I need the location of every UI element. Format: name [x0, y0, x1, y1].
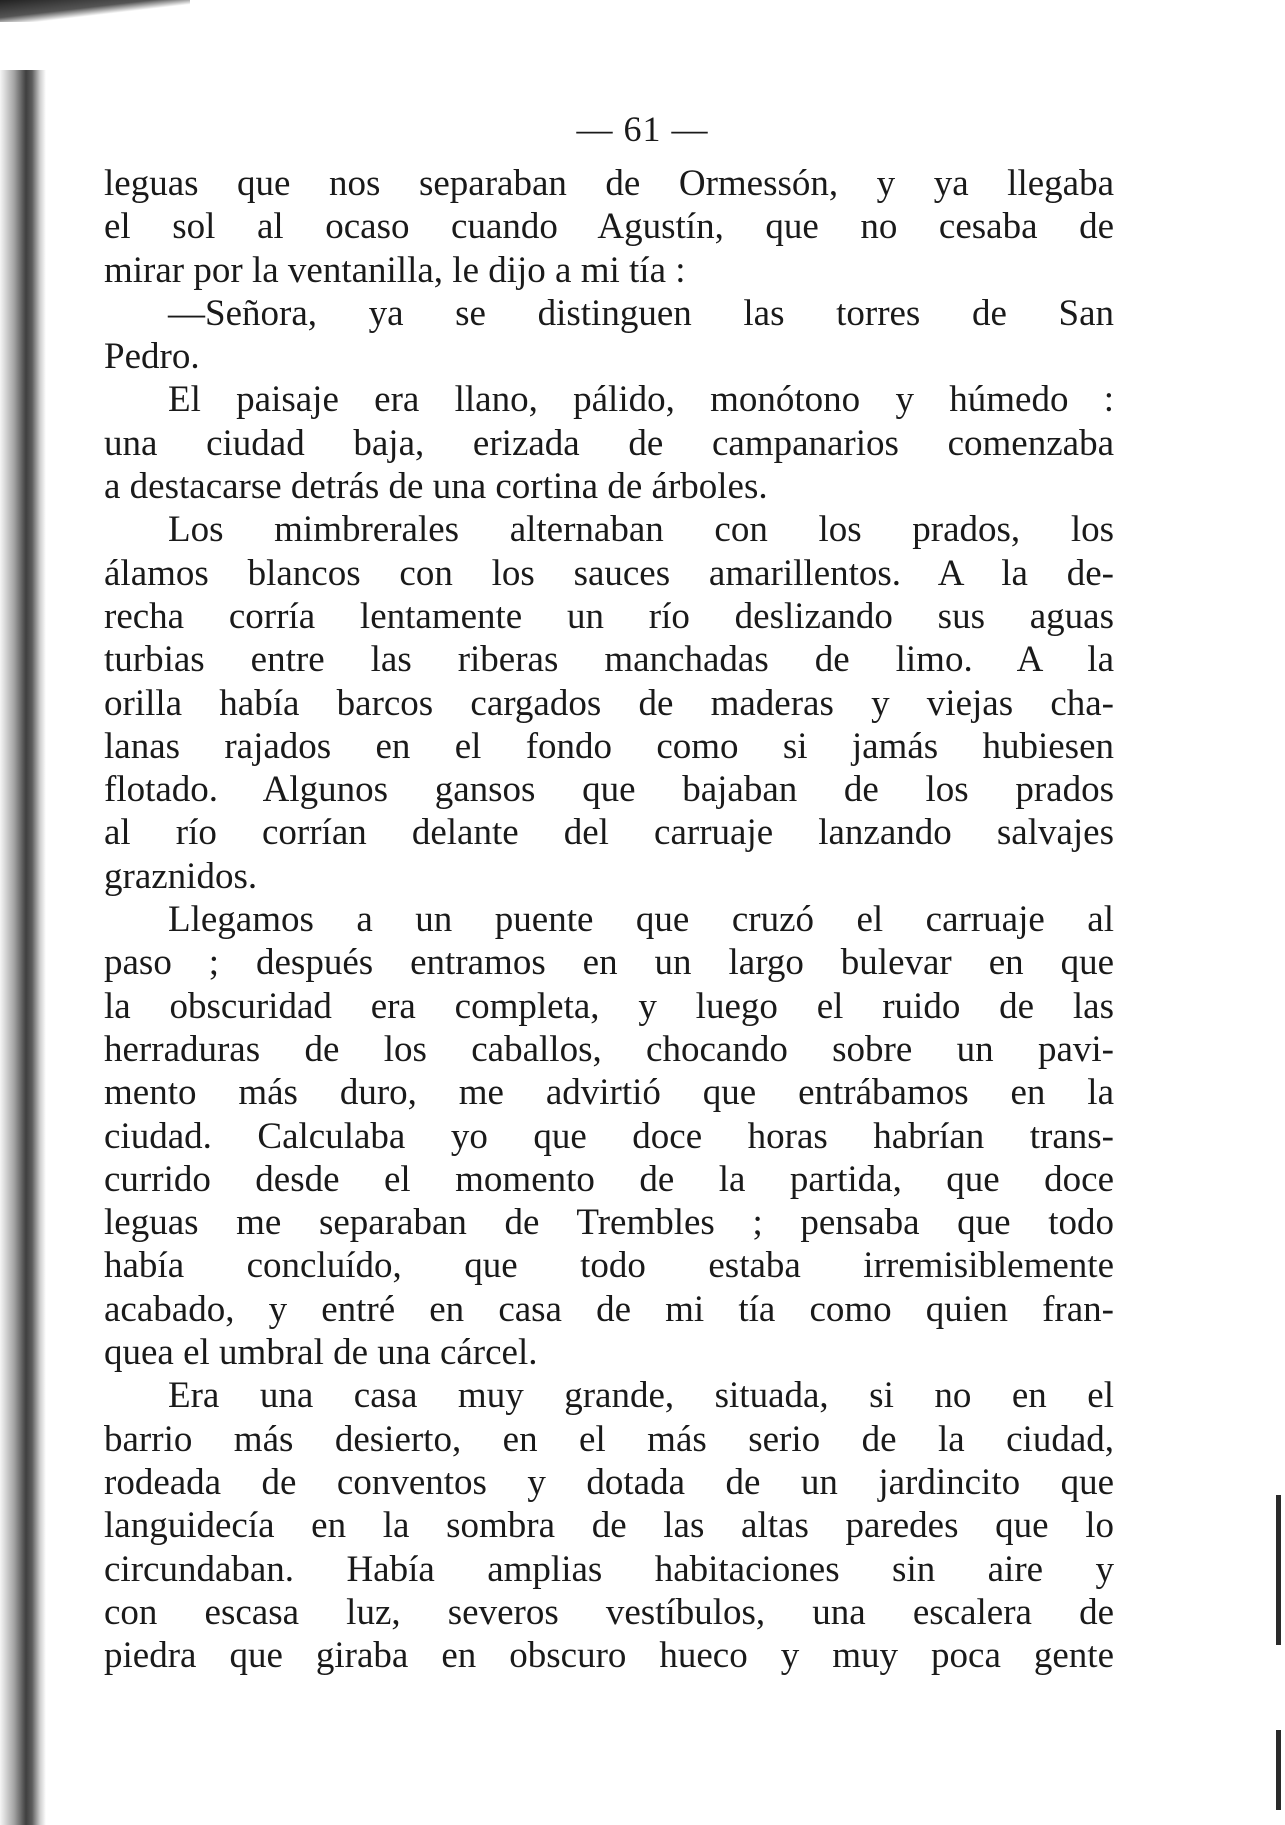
- text-line: Los mimbrerales alternaban con los prados, los: [168, 509, 1114, 551]
- text-line: El paisaje era llano, pálido, monótono y húmedo :: [168, 379, 1114, 421]
- text-line: languidecía en la sombra de las altas paredes que lo: [104, 1505, 1114, 1547]
- text-line: rodeada de conventos y dotada de un jardincito que: [104, 1461, 1114, 1503]
- text-line: ciudad. Calculaba yo que doce horas habrían trans-: [104, 1115, 1114, 1157]
- text-line: mirar por la ventanilla, le dijo a mi tía :: [104, 249, 686, 291]
- text-line: al río corrían delante del carruaje lanzando salvajes: [104, 812, 1114, 854]
- text-line: —Señora, ya se distinguen las torres de San: [168, 292, 1114, 334]
- binding-shadow: [0, 70, 46, 1825]
- text-line: currido desde el momento de la partida, que doce: [104, 1158, 1114, 1200]
- text-line: barrio más desierto, en el más serio de la ciudad,: [104, 1418, 1114, 1460]
- text-line: leguas me separaban de Trembles ; pensaba que todo: [104, 1202, 1114, 1244]
- text-line: mento más duro, me advirtió que entrábamos en la: [104, 1072, 1114, 1114]
- page-number: — 61 —: [576, 109, 709, 149]
- text-line: turbias entre las riberas manchadas de limo. A la: [104, 639, 1114, 681]
- text-line: Pedro.: [104, 336, 200, 378]
- scan-edge-mark: [1276, 1730, 1281, 1810]
- scan-edge-mark: [1276, 1495, 1281, 1645]
- text-line: una ciudad baja, erizada de campanarios comenzaba: [104, 422, 1114, 464]
- text-line: circundaban. Había amplias habitaciones sin aire y: [104, 1548, 1114, 1590]
- text-line: leguas que nos separaban de Ormessón, y ya llegaba: [104, 163, 1114, 204]
- text-line: quea el umbral de una cárcel.: [104, 1332, 538, 1374]
- text-line: recha corría lentamente un río deslizando sus aguas: [104, 595, 1114, 637]
- text-line: orilla había barcos cargados de maderas y viejas cha-: [104, 682, 1114, 724]
- text-line: había concluído, que todo estaba irremisiblemente: [104, 1245, 1114, 1287]
- text-line: a destacarse detrás de una cortina de árboles.: [104, 466, 768, 508]
- text-line: Era una casa muy grande, situada, si no en el: [168, 1375, 1114, 1417]
- text-line: flotado. Algunos gansos que bajaban de los prados: [104, 769, 1114, 811]
- text-line: el sol al ocaso cuando Agustín, que no cesaba de: [104, 206, 1114, 248]
- text-line: piedra que giraba en obscuro hueco y muy poca gente: [104, 1635, 1114, 1677]
- text-line: graznidos.: [104, 855, 258, 897]
- scan-corner-mark: [0, 0, 190, 22]
- text-line: herraduras de los caballos, chocando sobre un pavi-: [104, 1028, 1114, 1070]
- text-line: acabado, y entré en casa de mi tía como quien fran-: [104, 1288, 1114, 1330]
- text-line: lanas rajados en el fondo como si jamás hubiesen: [104, 725, 1114, 767]
- text-line: paso ; después entramos en un largo bulevar en que: [104, 942, 1114, 984]
- text-line: Llegamos a un puente que cruzó el carruaje al: [168, 899, 1114, 941]
- text-line: la obscuridad era completa, y luego el ruido de las: [104, 985, 1114, 1027]
- text-line: con escasa luz, severos vestíbulos, una escalera de: [104, 1591, 1114, 1633]
- text-line: álamos blancos con los sauces amarillentos. A la de-: [104, 552, 1114, 594]
- body-text: [104, 162, 1114, 1677]
